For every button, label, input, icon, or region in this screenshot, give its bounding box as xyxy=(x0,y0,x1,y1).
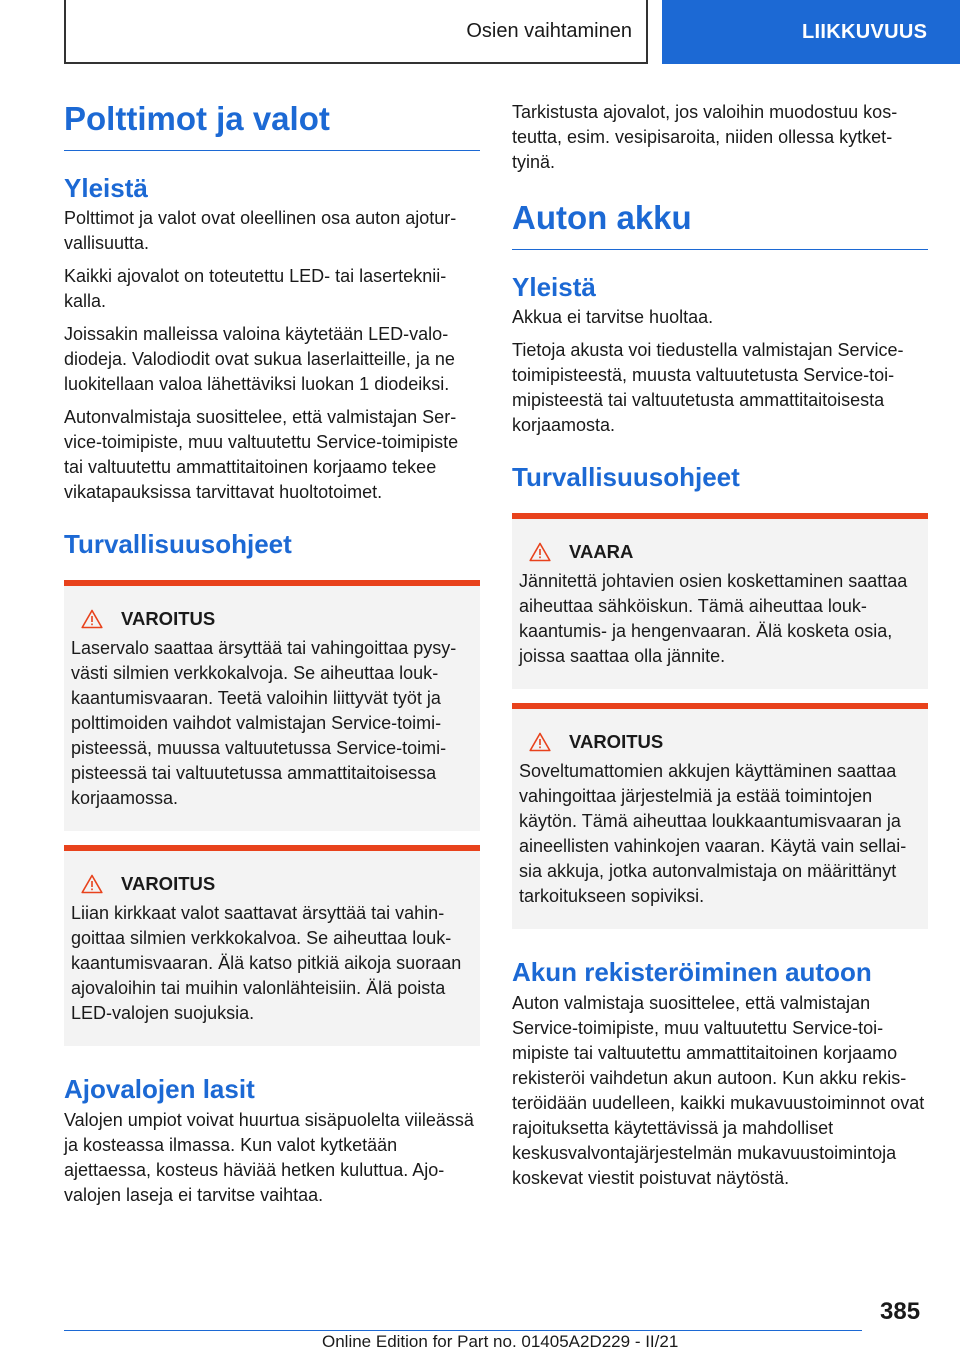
footer-divider xyxy=(64,1330,862,1331)
warning-label: VAROITUS xyxy=(121,873,216,895)
section-title-battery: Auton akku xyxy=(512,199,928,250)
warning-triangle-icon xyxy=(81,609,103,629)
paragraph: Akkua ei tarvitse huoltaa. xyxy=(512,307,714,328)
paragraph: Autonvalmistaja suosittelee, että valmistajan Service-toimipiste, muu valtuutettu Service-toimipiste tai valtuutettu ammattitaitoinen korjaamo tekee vikatapauksissa tarvittavat huoltotoimet. xyxy=(64,407,459,503)
paragraph: Polttimot ja valot ovat oleellinen osa auton ajoturvallisuutta. xyxy=(64,208,457,254)
paragraph: Tarkistusta ajovalot, jos valoihin muodostuu kosteutta, esim. vesipisaroita, niiden ollessa kytkettyinä. xyxy=(512,102,898,172)
header-chapter-label: LIIKKUVUUS xyxy=(802,20,928,43)
heading-safety-battery: Turvallisuusohjeet xyxy=(512,462,740,493)
section-title-bulbs: Polttimot ja valot xyxy=(64,100,480,151)
heading-headlight-lenses: Ajovalojen lasit xyxy=(64,1074,255,1105)
left-column xyxy=(64,100,480,1216)
warning-box xyxy=(512,703,928,929)
warning-triangle-icon xyxy=(81,874,103,894)
warning-text: Soveltumattomien akkujen käyttäminen saattaa vahingoittaa järjestelmiä ja estää toimintojen käytön. Tämä aiheuttaa loukkaantumisvaaran ja aineellisten vahinkojen vaaran. Käytä vain sellaisia akkuja, jotka autonvalmistaja on määrittänyt tarkoitukseen sopiviksi. xyxy=(519,761,907,907)
warning-box xyxy=(64,580,480,831)
header-chapter xyxy=(662,0,960,64)
paragraph: Joissakin malleissa valoina käytetään LED-valodiodeja. Valodiodit ovat sukua laserlaitteille, ja ne luokitellaan valoa lähettäviksi luokan 1 diodeiksi. xyxy=(64,324,455,395)
footer-edition: Online Edition for Part no. 01405A2D229 - II/21 xyxy=(322,1332,679,1351)
paragraph: Tietoja akusta voi tiedustella valmistajan Service-toimipisteestä, muusta valtuutetusta Service-toimipisteestä tai valtuutetusta ammattitaitoisesta korjaamosta. xyxy=(512,340,904,436)
danger-box xyxy=(512,513,928,689)
heading-battery-registration: Akun rekisteröiminen autoon xyxy=(512,957,872,988)
warning-text: Liian kirkkaat valot saattavat ärsyttää tai vahingoittaa silmien verkkokalvoa. Se aiheuttaa loukkaantumisvaaran. Älä katso pitkiä aikoja suoraan ajovaloihin tai muihin valonlähteisiin. Älä poista LED-valojen suojuksia. xyxy=(71,903,462,1024)
paragraph: Kaikki ajovalot on toteutettu LED- tai lasertekniikalla. xyxy=(64,266,447,312)
header-section xyxy=(64,0,648,64)
warning-text: Laservalo saattaa ärsyttää tai vahingoittaa pysyvästi silmien verkkokalvoja. Se aiheuttaa loukkaantumisvaaran. Teetä valoihin liittyvät työt ja polttimoiden vaihdot valmistajan Service-toimipisteessä, muussa valtuutetussa Service-toimipisteessä tai valtuutetussa ammattitaitoisessa korjaamossa. xyxy=(71,638,457,809)
danger-label: VAARA xyxy=(569,541,634,563)
paragraph: Auton valmistaja suosittelee, että valmistajan Service-toimipiste, muu valtuutettu Service-toimipiste tai valtuutettu ammattitaitoinen korjaamo rekisteröi vaihdetun akun autoon. Kun akku rekisteröidään uudelleen, kaikki mukavuustoiminnot ovat rajoituksetta käytettävissä ja mahdolliset keskusvalvontajärjestelmän mukavuustoimintoja koskevat viestit poistuvat näytöstä. xyxy=(512,992,925,1188)
header-section-label: Osien vaihtaminen xyxy=(466,19,632,42)
paragraph: Valojen umpiot voivat huurtua sisäpuolelta viileässä ja kosteassa ilmassa. Kun valot kytketään ajettaessa, kosteus häviää hetken kuluttua. Ajovalojen laseja ei tarvitse vaihtaa. xyxy=(64,1109,474,1205)
danger-text: Jännitettä johtavien osien koskettaminen saattaa aiheuttaa sähköiskun. Tämä aiheuttaa loukkaantumis- ja hengenvaaran. Älä kosketa osia, joissa saattaa olla jännite. xyxy=(519,571,908,667)
warning-triangle-icon xyxy=(529,542,551,562)
warning-box xyxy=(64,845,480,1046)
heading-general-bulbs: Yleistä xyxy=(64,172,148,203)
page-number: 385 xyxy=(880,1298,921,1325)
warning-label: VAROITUS xyxy=(569,731,664,753)
heading-safety-bulbs: Turvallisuusohjeet xyxy=(64,529,292,560)
warning-triangle-icon xyxy=(529,732,551,752)
right-column xyxy=(512,100,928,1199)
heading-general-battery: Yleistä xyxy=(512,271,596,302)
warning-label: VAROITUS xyxy=(121,608,216,630)
